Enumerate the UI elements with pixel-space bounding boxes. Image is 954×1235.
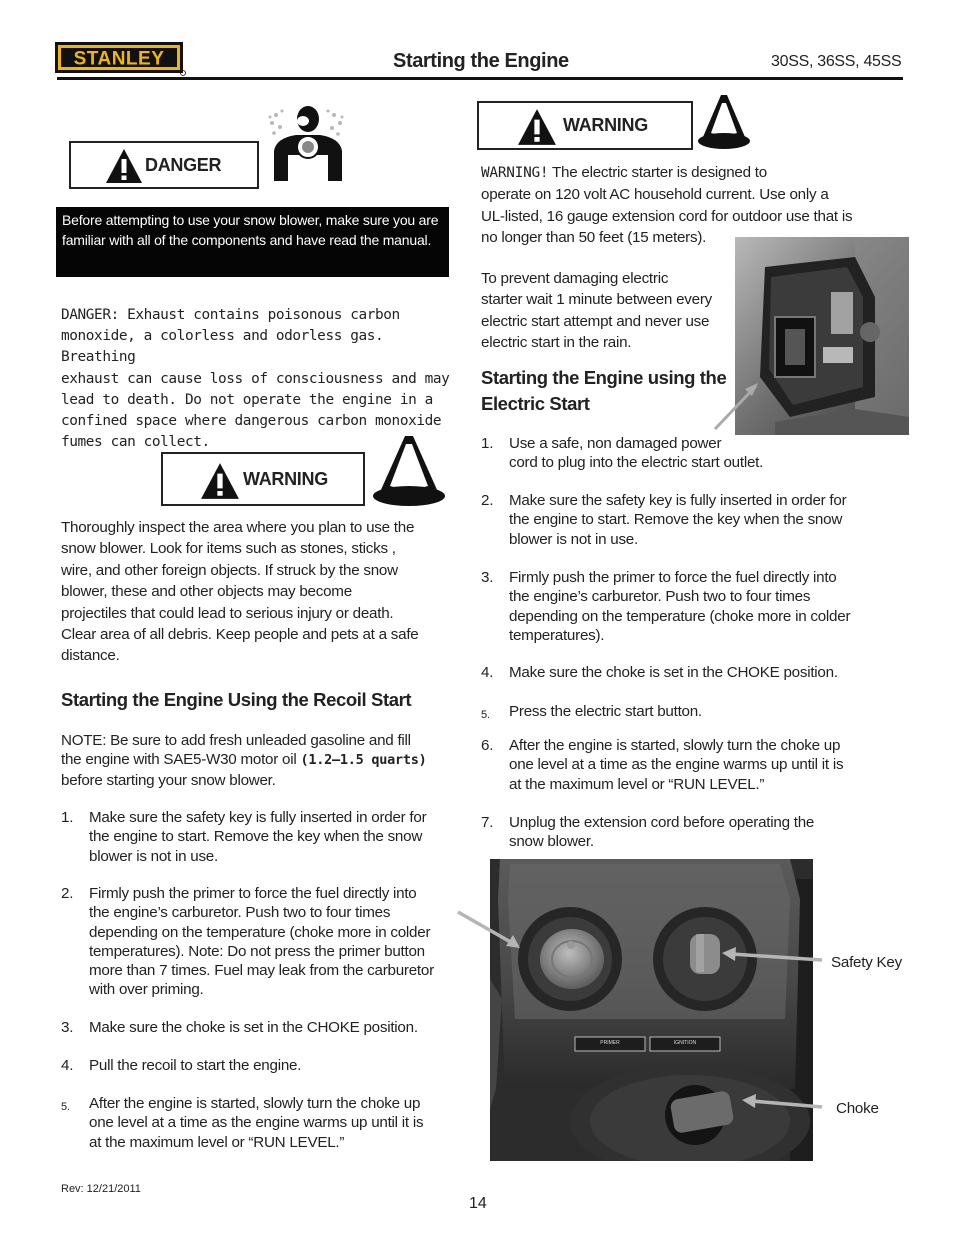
choke-callout: Choke [836,1100,879,1117]
step-line: more than 7 times. Fuel may leak from the carburetor [89,962,434,980]
step-number: 4. [481,664,494,681]
step-line: After the engine is started, slowly turn the choke up [509,737,841,754]
prevent-line: starter wait 1 minute between every [481,291,712,309]
danger-line: fumes can collect. [61,434,210,451]
step-line: Use a safe, non damaged power [509,435,722,452]
warning-lead: WARNING! [481,165,549,181]
electric-step-6 [481,736,881,796]
traffic-cone-icon [697,93,751,151]
step-number: 4. [61,1057,74,1074]
prevent-line: electric start in the rain. [481,334,632,352]
recoil-step-4 [61,1056,453,1076]
danger-line: exhaust can cause loss of consciousness and may [61,370,450,387]
gas-mask-person-icon [266,103,346,181]
prevent-line: electric start attempt and never use [481,312,710,330]
electric-heading-line: Starting the Engine using the [481,367,727,388]
step-line: Press the electric start button. [509,703,702,720]
step-number: 3. [481,569,494,586]
step-number: 6. [481,737,494,754]
step-line: After the engine is started, slowly turn the choke up [89,1095,421,1112]
recoil-step-2 [61,884,453,1002]
inspect-line: Thoroughly inspect the area where you plan to use the [61,519,415,536]
recoil-step-1 [61,808,453,868]
note-paragraph [61,731,453,790]
danger-line: DANGER: Exhaust contains poisonous carbon [61,307,400,323]
note-quantity: (1.2—1.5 quarts) [300,752,427,769]
step-line: one level at a time as the engine warms up until it is [509,756,844,774]
step-line: the engine to start. Remove the key when the snow [89,828,423,846]
primer-panel-label: PRIMER [600,1040,620,1046]
electric-step-4 [481,663,881,683]
danger-line: lead to death. Do not operate the engine in a [61,391,433,408]
starter-warning-paragraph [481,162,881,249]
step-number: 3. [61,1019,74,1036]
note-line [61,750,453,770]
danger-label: DANGER [145,155,222,175]
danger-sign [69,141,259,189]
note-line: NOTE: Be sure to add fresh unleaded gasoline and fill [61,732,411,749]
inspect-line: distance. [61,647,120,665]
note-line-text: the engine with SAE5-W30 motor oil [61,751,301,769]
inspect-paragraph [61,517,453,667]
step-line: Firmly push the primer to force the fuel directly into [89,885,417,902]
electric-heading [481,365,735,417]
arrow-icon [740,1093,824,1113]
warning-line: no longer than 50 feet (15 meters). [481,229,707,247]
step-number: 1. [481,435,494,452]
step-number: 7. [481,814,494,831]
warning-triangle-icon [517,108,557,146]
warning-line [481,162,881,184]
step-line: at the maximum level or “RUN LEVEL.” [89,1133,345,1151]
warning-label-right: WARNING [563,115,648,135]
warning-line: UL-listed, 16 gauge extension cord for outdoor use that is [481,207,853,225]
model-numbers: 30SS, 36SS, 45SS [771,53,902,70]
stanley-logo [55,42,186,76]
danger-paragraph [61,305,451,453]
electric-step-7 [481,813,881,853]
brand-text: STANLEY [73,48,165,70]
step-line: Unplug the extension cord before operating the [509,814,815,831]
step-line: depending on the temperature (choke more in colder [509,607,851,625]
electric-step-3 [481,568,881,646]
step-line: blower is not in use. [89,847,218,865]
step-line: Make sure the safety key is fully inserted in order for [89,809,427,826]
step-number: 5. [481,709,490,721]
warning-label-left: WARNING [243,469,328,489]
recoil-step-5 [61,1094,453,1154]
step-line: the engine’s carburetor. Push two to four times [89,904,391,922]
inspect-line: projectiles that could lead to serious injury or death. [61,604,394,622]
danger-line: confined space where dangerous carbon monoxide [61,413,442,430]
step-line: temperatures). Note: Do not press the primer button [89,942,425,960]
step-line: the engine’s carburetor. Push two to four times [509,588,811,606]
step-line: cord to plug into the electric start outlet. [509,454,764,472]
control-panel-photo [490,859,813,1161]
ignition-panel-label: IGNITION [673,1040,697,1046]
step-line: blower is not in use. [509,530,638,548]
intro-note: Before attempting to use your snow blower, make sure you are familiar with all of the components and have read the manual. [56,207,449,277]
step-line: Pull the recoil to start the engine. [89,1057,302,1074]
inspect-line: snow blower. Look for items such as stones, sticks , [61,540,396,558]
header-rule [57,77,903,80]
electric-step-5 [481,702,881,722]
warning-sign-right [477,101,693,150]
step-number: 2. [481,492,494,509]
step-line: temperatures). [509,626,605,644]
arrow-icon [720,945,824,967]
warning-triangle-icon [105,148,143,184]
electric-step-1 [481,434,881,474]
safety-key-callout: Safety Key [831,954,902,971]
step-line: the engine to start. Remove the key when the snow [509,511,843,529]
step-number: 2. [61,885,74,902]
step-line: one level at a time as the engine warms up until it is [89,1114,424,1132]
inspect-line: Clear area of all debris. Keep people and pets at a safe [61,626,419,644]
danger-line: monoxide, a colorless and odorless gas. Breathing [61,328,384,366]
prevent-paragraph [481,268,735,354]
step-number: 5. [61,1101,70,1113]
revision-date: Rev: 12/21/2011 [61,1183,141,1195]
warning-sign-left [161,452,365,506]
step-line: depending on the temperature (choke more in colder [89,923,431,941]
step-line: at the maximum level or “RUN LEVEL.” [509,775,765,793]
step-line: Make sure the choke is set in the CHOKE position. [509,664,838,681]
prevent-line: To prevent damaging electric [481,270,669,287]
electric-step-2 [481,491,881,551]
recoil-step-3 [61,1018,453,1038]
traffic-cone-icon [372,434,446,508]
step-line: Make sure the safety key is fully inserted in order for [509,492,847,509]
inspect-line: wire, and other foreign objects. If struck by the snow [61,561,398,579]
step-line: snow blower. [509,833,594,851]
inspect-line: blower, these and other objects may become [61,583,352,601]
recoil-heading: Starting the Engine Using the Recoil Start [61,689,412,710]
electric-heading-line: Electric Start [481,393,590,414]
arrow-icon [456,910,522,950]
step-line: Make sure the choke is set in the CHOKE position. [89,1019,418,1036]
page-number: 14 [469,1195,487,1212]
warning-triangle-icon [200,462,240,500]
page-title: Starting the Engine [393,50,569,72]
warning-line-text: The electric starter is designed to [548,164,767,181]
note-line: before starting your snow blower. [61,771,276,789]
warning-line: operate on 120 volt AC household current. Use only a [481,186,829,204]
step-number: 1. [61,809,74,826]
step-line: Firmly push the primer to force the fuel directly into [509,569,837,586]
step-line: with over priming. [89,981,204,999]
